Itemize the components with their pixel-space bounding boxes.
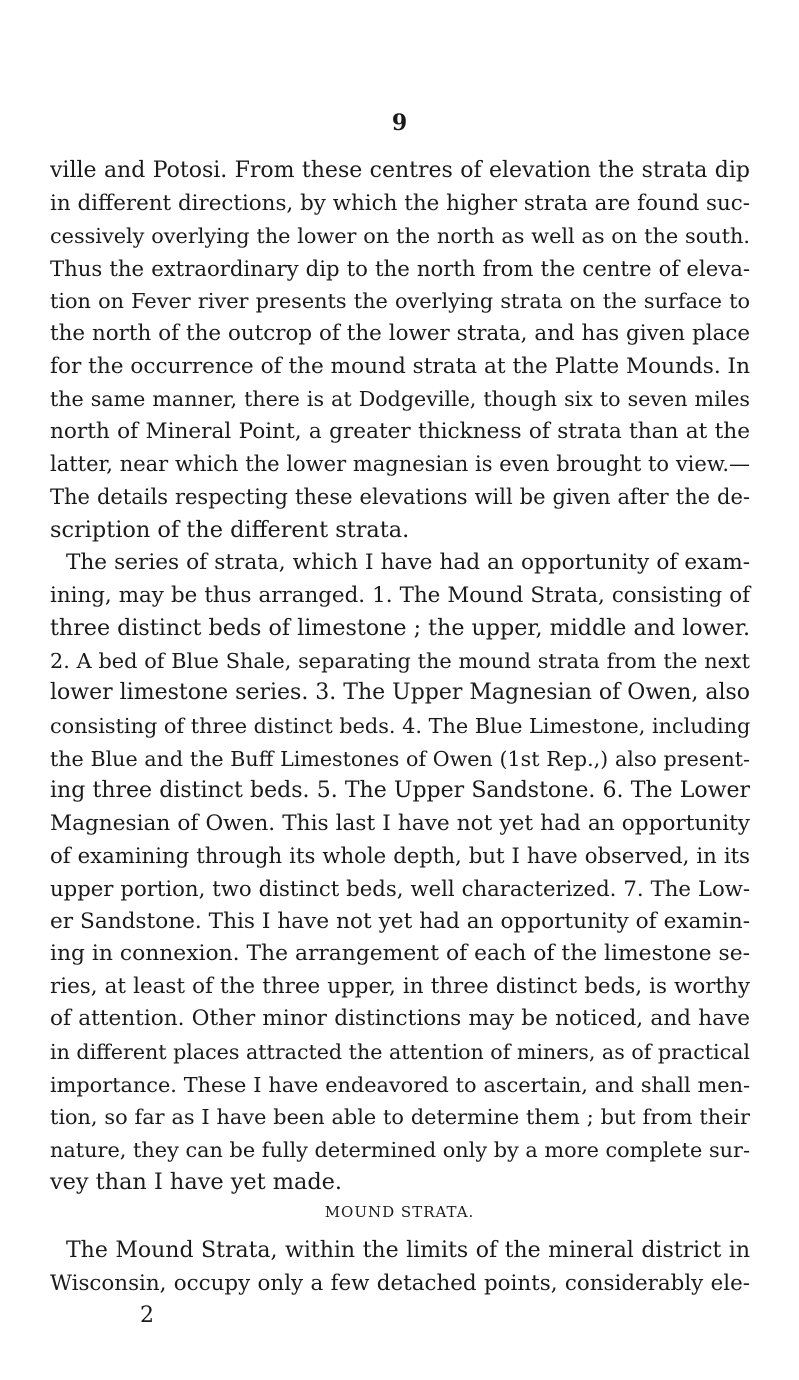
page-number: 9 (391, 110, 408, 136)
text-line: importance. These I have endeavored to ascertain, and shall men- (50, 1072, 750, 1097)
text-line: lower limestone series. 3. The Upper Magnesian of Owen, also (50, 680, 751, 706)
text-line: ing three distinct beds. 5. The Upper Sandstone. 6. The Lower (50, 778, 750, 804)
text-line: tion on Fever river presents the overlying strata on the surface to (50, 289, 750, 314)
text-line: latter, near which the lower magnesian is even brought to view.— (50, 452, 750, 477)
text-line: ries, at least of the three upper, in three distinct beds, is worthy (50, 973, 750, 999)
text-line: The series of strata, which I have had an opportunity of exam- (66, 550, 750, 575)
section-heading: MOUND STRATA. (324, 1203, 475, 1221)
text-line: the same manner, there is at Dodgeville, though six to seven miles (50, 387, 750, 412)
text-line: Thus the extraordinary dip to the north from the centre of eleva- (50, 255, 750, 281)
text-line: ing in connexion. The arrangement of each of the limestone se- (50, 941, 750, 967)
text-line: three distinct beds of limestone ; the upper, middle and lower. (50, 615, 751, 642)
text-line: nature, they can be fully determined only by a more complete sur- (50, 1137, 750, 1162)
text-line: er Sandstone. This I have not yet had an opportunity of examin- (50, 908, 750, 934)
text-line: upper portion, two distinct beds, well characterized. 7. The Low- (50, 875, 750, 901)
text-line: north of Mineral Point, a greater thickness of strata than at the (50, 418, 750, 444)
text-line: in different directions, by which the higher strata are found suc- (50, 190, 750, 216)
text-line: of attention. Other minor distinctions may be noticed, and have (50, 1006, 750, 1032)
text-line: 2. A bed of Blue Shale, separating the mound strata from the next (50, 648, 750, 673)
text-line: the Blue and the Buff Limestones of Owen (1st Rep.,) also present- (50, 746, 750, 771)
text-line: vey than I have yet made. (50, 1169, 343, 1196)
text-line: the north of the outcrop of the lower strata, and has given place (50, 320, 750, 346)
text-line: cessively overlying the lower on the north as well as on the south. (50, 224, 750, 249)
text-line: ville and Potosi. From these centres of elevation the strata dip (50, 158, 750, 183)
text-line: in different places attracted the attention of miners, as of practical (50, 1039, 750, 1064)
text-line: scription of the different strata. (50, 516, 410, 543)
text-line: for the occurrence of the mound strata at the Platte Mounds. In (50, 353, 750, 379)
text-line: Magnesian of Owen. This last I have not yet had an opportunity (50, 810, 750, 836)
paragraph-3 (50, 1235, 750, 1300)
text-line: consisting of three distinct beds. 4. The Blue Limestone, including (50, 713, 751, 738)
paragraph-1 (50, 155, 750, 546)
text-line: tion, so far as I have been able to determine them ; but from their (50, 1105, 750, 1130)
text-line: The details respecting these elevations will be given after the de- (50, 484, 750, 509)
text-line: ining, may be thus arranged. 1. The Mound Strata, consisting of (50, 582, 750, 608)
paragraph-2 (50, 547, 750, 1199)
signature-mark: 2 (140, 1303, 154, 1328)
text-line: of examining through its whole depth, but I have observed, in its (50, 843, 750, 869)
text-line: Wisconsin, occupy only a few detached points, considerably ele- (50, 1270, 750, 1296)
text-line: The Mound Strata, within the limits of the mineral district in (66, 1238, 750, 1263)
